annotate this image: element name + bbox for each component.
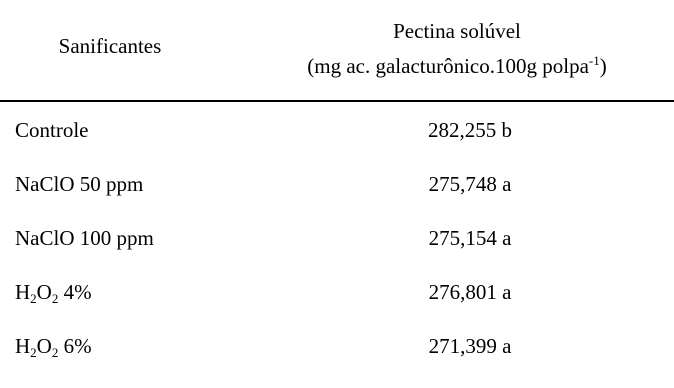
unit-exponent: -1 <box>588 53 600 68</box>
formula-concentration: 4% <box>58 280 92 304</box>
table-row <box>0 334 674 388</box>
table-row <box>0 226 674 280</box>
row-value: 282,255 b <box>428 118 512 142</box>
table-row <box>0 118 674 172</box>
formula-concentration: 6% <box>58 334 92 358</box>
formula-o: O <box>36 280 52 304</box>
formula-subscript: 2 <box>30 291 37 306</box>
formula-h: H <box>15 280 31 304</box>
column-header-sanitizers: Sanificantes <box>58 34 162 58</box>
row-label <box>15 280 92 307</box>
formula-o: O <box>36 334 52 358</box>
table-header <box>0 0 674 100</box>
row-value: 271,399 a <box>428 334 512 358</box>
header-divider <box>0 100 674 102</box>
formula-h: H <box>15 334 31 358</box>
row-value: 275,748 a <box>428 172 512 196</box>
row-label: NaClO 50 ppm <box>15 172 144 196</box>
formula-subscript: 2 <box>51 291 59 306</box>
row-value: 276,801 a <box>428 280 512 304</box>
column-header-soluble-pectin <box>240 16 674 81</box>
column-header-line-2 <box>240 46 674 81</box>
row-label: Controle <box>15 118 89 142</box>
row-value: 275,154 a <box>428 226 512 250</box>
row-label <box>15 334 92 361</box>
formula-subscript: 2 <box>30 345 37 360</box>
row-label: NaClO 100 ppm <box>15 226 154 250</box>
column-header-line-1: Pectina solúvel <box>393 19 521 43</box>
table-row <box>0 280 674 334</box>
unit-close: ) <box>599 54 607 78</box>
formula-subscript: 2 <box>51 345 59 360</box>
table-row <box>0 172 674 226</box>
unit-text: (mg ac. galacturônico.100g polpa <box>307 54 589 78</box>
